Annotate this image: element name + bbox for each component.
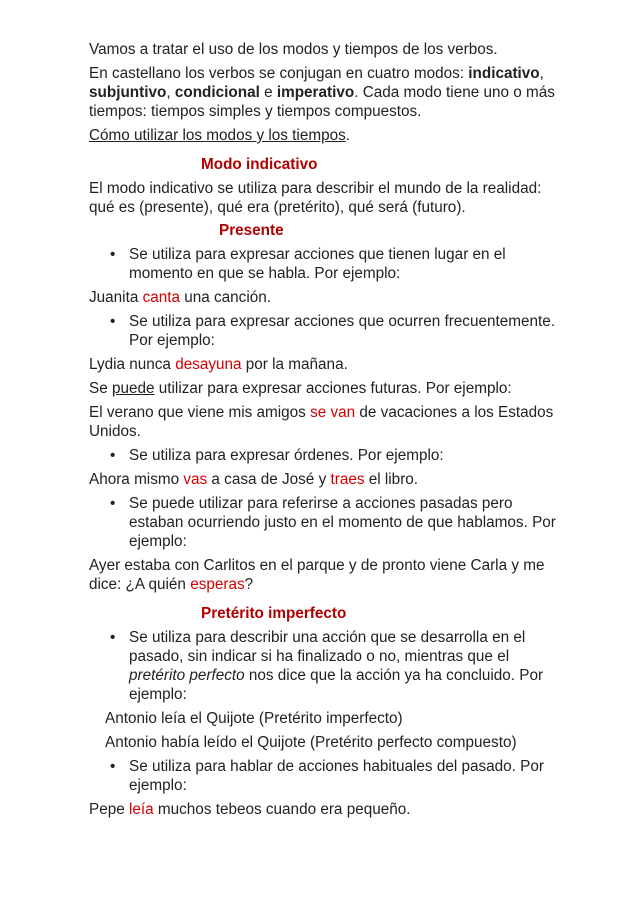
bullet-list: [89, 757, 559, 795]
mode-indicativo: indicativo: [468, 65, 540, 82]
example-verb: traes: [330, 471, 365, 488]
example-text: muchos tebeos cuando era pequeño.: [153, 801, 411, 818]
indicativo-description: El modo indicativo se utiliza para describir el mundo de la realidad: qué es (presente), qué era (pretérito), qué será (futuro).: [89, 180, 542, 216]
bullet-item: [89, 628, 559, 704]
example-verb: vas: [183, 471, 208, 488]
heading-modo-indicativo: Modo indicativo: [201, 156, 318, 173]
underlined-verb: puede: [111, 380, 155, 397]
heading-preterito-imperfecto: Pretérito imperfecto: [201, 605, 347, 622]
bullet-text: nos dice que la acción ya ha concluido. Por ejemplo:: [129, 667, 544, 703]
example-verb: leía: [128, 801, 154, 818]
example-verb: desayuna: [175, 356, 242, 373]
bullet-text: Se utiliza para describir una acción que se desarrolla en el pasado, sin indicar si ha finalizado o no, mientras que el: [129, 629, 526, 665]
example-text: por la mañana.: [241, 356, 348, 373]
bullet-item: • Se puede utilizar para referirse a acciones pasadas pero estaban ocurriendo justo en el momento de que hablamos. Por ejemplo:: [89, 494, 559, 551]
example-text: Ayer estaba con Carlitos en el parque y de pronto viene Carla y me dice: ¿A quién: [89, 557, 545, 593]
intro-line: Vamos a tratar el uso de los modos y tiempos de los verbos.: [89, 41, 498, 58]
bullet-list: [89, 245, 559, 283]
modes-tenses-link[interactable]: Cómo utilizar los modos y los tiempos: [89, 127, 346, 144]
example-text: Pepe: [89, 801, 129, 818]
example-text: ?: [244, 576, 254, 593]
example-verb: esperas: [190, 576, 245, 593]
paragraph-text: utilizar para expresar acciones futuras. Por ejemplo:: [154, 380, 512, 397]
example-verb: canta: [142, 289, 180, 306]
example-text: el libro.: [364, 471, 419, 488]
bullet-list: [89, 446, 559, 465]
bullet-list: [89, 628, 559, 704]
example-sentence: [89, 800, 559, 819]
bullet-item: • Se utiliza para expresar acciones que tienen lugar en el momento en que se habla. Por ejemplo:: [89, 245, 559, 283]
bullet-item: • Se utiliza para expresar acciones que ocurren frecuentemente. Por ejemplo:: [89, 312, 559, 350]
future-use-paragraph: [89, 379, 559, 398]
example-text: Ahora mismo: [89, 471, 184, 488]
example-sentence: [89, 288, 559, 307]
separator: ,: [166, 84, 175, 101]
example-text: una canción.: [180, 289, 271, 306]
document-page: [89, 40, 559, 819]
link-paragraph: [89, 126, 559, 145]
mode-imperativo: imperativo: [276, 84, 355, 101]
bullet-list: [89, 312, 559, 350]
example-sentence: [89, 470, 559, 489]
modes-suffix: . Cada modo tiene uno o más tiempos: tiempos simples y tiempos compuestos.: [89, 84, 555, 120]
example-text: Lydia nunca: [89, 356, 176, 373]
link-suffix: .: [345, 127, 350, 144]
mode-subjuntivo: subjuntivo: [89, 84, 167, 101]
modes-prefix: En castellano los verbos se conjugan en cuatro modos:: [89, 65, 469, 82]
example-sentence: [89, 403, 559, 441]
emphasis-term: pretérito perfecto: [129, 667, 245, 684]
example-verb: se van: [310, 404, 356, 421]
modes-paragraph: [89, 64, 559, 121]
example-sentence: Antonio había leído el Quijote (Pretérito perfecto compuesto): [105, 734, 517, 751]
example-text: a casa de José y: [207, 471, 331, 488]
bullet-list: [89, 494, 559, 551]
example-text: de vacaciones a los Estados Unidos.: [89, 404, 554, 440]
mode-condicional: condicional: [174, 84, 260, 101]
paragraph-text: Se: [89, 380, 112, 397]
example-sentence: [89, 556, 559, 594]
separator: ,: [539, 65, 544, 82]
separator: e: [259, 84, 277, 101]
example-sentence: [89, 355, 559, 374]
example-sentence: Antonio leía el Quijote (Pretérito imperfecto): [105, 710, 403, 727]
bullet-item: • Se utiliza para expresar órdenes. Por ejemplo:: [89, 446, 559, 465]
heading-presente: Presente: [219, 222, 284, 239]
example-text: Juanita: [89, 289, 143, 306]
bullet-item: • Se utiliza para hablar de acciones habituales del pasado. Por ejemplo:: [89, 757, 559, 795]
example-text: El verano que viene mis amigos: [89, 404, 311, 421]
